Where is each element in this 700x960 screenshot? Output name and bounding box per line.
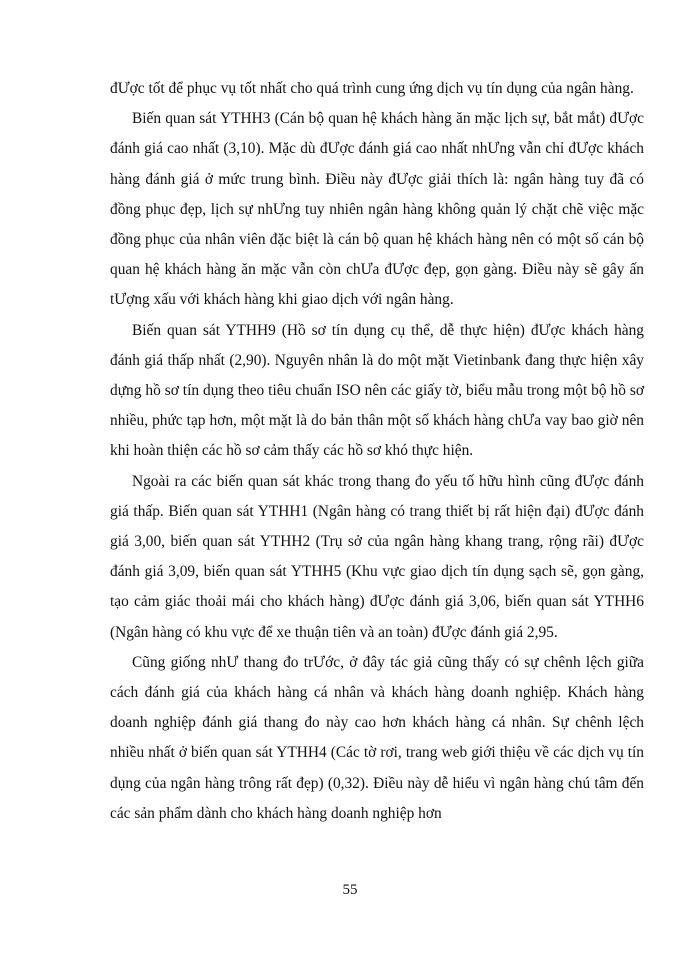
page-number: 55 bbox=[342, 882, 358, 898]
paragraph-1: đƯợc tốt để phục vụ tốt nhất cho quá trình cung ứng dịch vụ tín dụng của ngân hàng. bbox=[110, 80, 634, 97]
document-body bbox=[110, 74, 644, 829]
paragraph-5: Cũng giống nhƯ thang đo trƯớc, ở đây tác giả cũng thấy có sự chênh lệch giữa cách đánh giá của khách hàng cá nhân và khách hàng doanh nghiệp. Khách hàng doanh nghiệp đánh giá thang đo này cao hơn khách hàng cá nhân. Sự chênh lệch nhiều nhất ở biến quan sát YTHH4 (Các tờ rơi, trang web giới thiệu về các dịch vụ tín dụng của ngân hàng trông rất đẹp) (0,32). Điều này dễ hiểu vì ngân hàng chú tâm đến các sản phẩm dành cho khách hàng doanh nghiệp hơn bbox=[110, 653, 644, 822]
paragraph-2: Biến quan sát YTHH3 (Cán bộ quan hệ khách hàng ăn mặc lịch sự, bắt mắt) đƯợc đánh giá cao nhất (3,10). Mặc dù đƯợc đánh giá cao nhất nhƯng vẫn chỉ đƯợc khách hàng đánh giá ở mức trung bình. Điều này đƯợc giải thích là: ngân hàng tuy đã có đồng phục đẹp, lịch sự nhƯng tuy nhiên ngân hàng không quản lý chặt chẽ việc mặc đồng phục của nhân viên đặc biệt là cán bộ quan hệ khách hàng nên có một số cán bộ quan hệ khách hàng ăn mặc vẫn còn chƯa đƯợc đẹp, gọn gàng. Điều này sẽ gây ấn tƯợng xấu với khách hàng khi giao dịch với ngân hàng. bbox=[110, 110, 644, 309]
paragraph-3: Biến quan sát YTHH9 (Hồ sơ tín dụng cụ thể, dễ thực hiện) đƯợc khách hàng đánh giá thấp nhất (2,90). Nguyên nhân là do một mặt Vietinbank đang thực hiện xây dựng hồ sơ tín dụng theo tiêu chuẩn ISO nên các giấy tờ, biểu mẫu trong một bộ hồ sơ nhiều, phức tạp hơn, một mặt là do bản thân một số khách hàng chƯa vay bao giờ nên khi hoàn thiện các hồ sơ cảm thấy các hồ sơ khó thực hiện. bbox=[110, 321, 644, 460]
paragraph-4: Ngoài ra các biến quan sát khác trong thang đo yếu tố hữu hình cũng đƯợc đánh giá thấp. Biến quan sát YTHH1 (Ngân hàng có trang thiết bị rất hiện đại) đƯợc đánh giá 3,00, biến quan sát YTHH2 (Trụ sở của ngân hàng khang trang, rộng rãi) đƯợc đánh giá 3,09, biến quan sát YTHH5 (Khu vực giao dịch tín dụng sạch sẽ, gọn gàng, tạo cảm giác thoải mái cho khách hàng) đƯợc đánh giá 3,06, biến quan sát YTHH6 (Ngân hàng có khu vực để xe thuận tiên và an toàn) đƯợc đánh giá 2,95. bbox=[110, 472, 644, 641]
